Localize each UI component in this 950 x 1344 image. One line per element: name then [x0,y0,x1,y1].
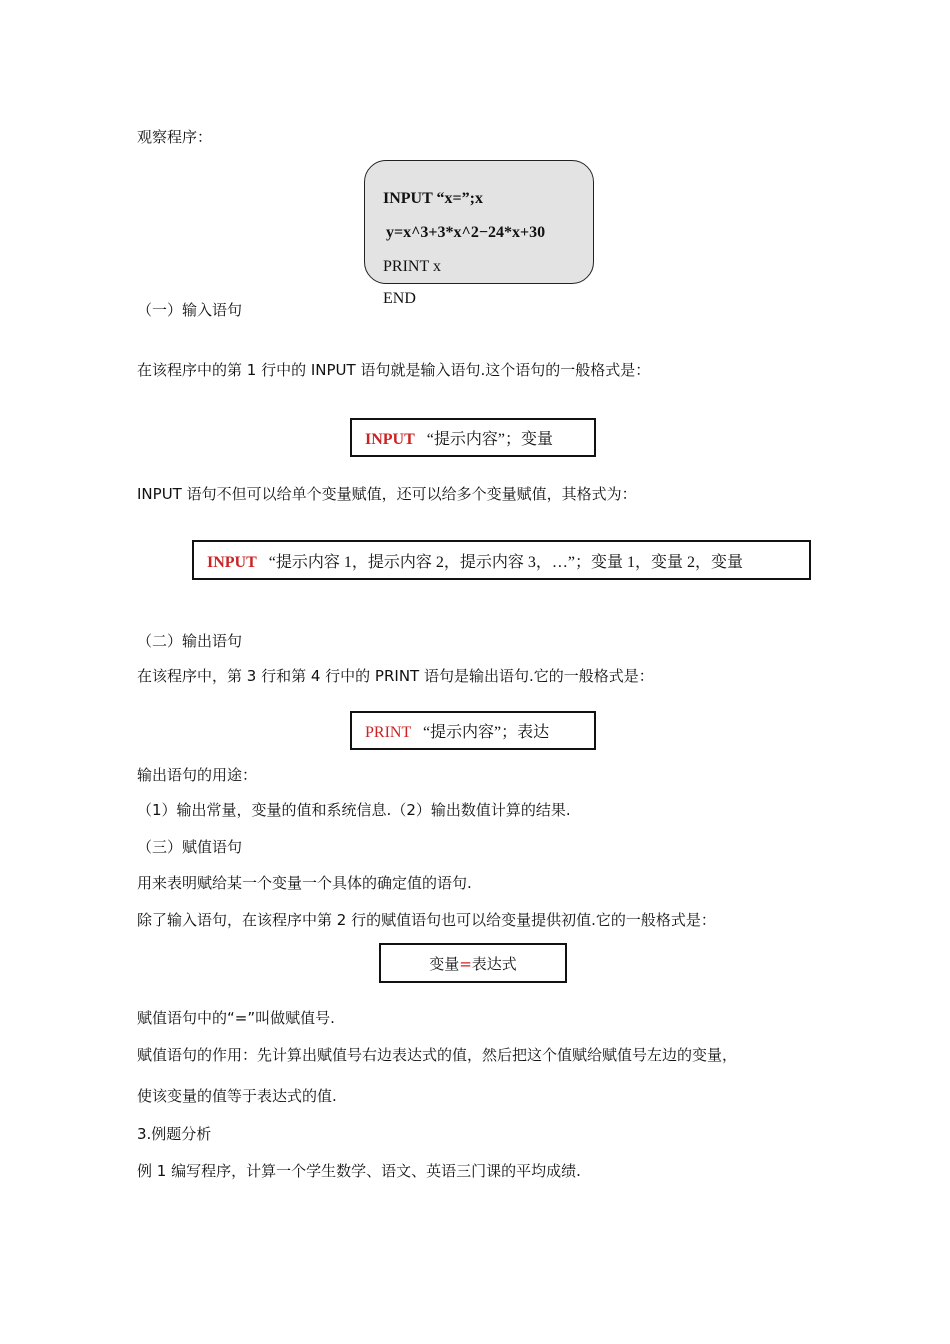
assign-definition: 用来表明赋给某一个变量一个具体的确定值的语句. [137,874,472,892]
assign-format-box [379,943,567,983]
example-1-text: 例 1 编写程序，计算一个学生数学、语文、英语三门课的平均成绩. [137,1162,581,1180]
program-line-2: y=x^3+3*x^2−24*x+30 [386,224,546,241]
input-multi-format-text: “提示内容 1，提示内容 2，提示内容 3，…”；变量 1，变量 2，变量 [268,553,743,571]
assign-sign-note: 赋值语句中的“=”叫做赋值号. [137,1009,335,1027]
program-line-4: END [383,290,416,307]
section-output-title: （二）输出语句 [137,632,243,650]
section-input-title: （一）输入语句 [137,301,243,319]
input-multi-format-box [192,540,811,580]
input-format-box [350,418,596,457]
example-section-title: 3.例题分析 [137,1125,212,1143]
print-format-text: “提示内容”；表达 [422,724,550,741]
input-format-text: “提示内容”；变量 [426,431,553,448]
section-output-intro: 在该程序中，第 3 行和第 4 行中的 PRINT 语句是输出语句.它的一般格式是： [137,667,654,685]
input-multi-keyword: INPUT [207,553,257,571]
section-assign-title: （三）赋值语句 [137,838,243,856]
program-line-3: PRINT x [383,258,441,275]
assign-equals: = [459,954,472,973]
assign-effect-line-1: 赋值语句的作用：先计算出赋值号右边表达式的值，然后把这个值赋给赋值号左边的变量， [137,1046,738,1064]
print-format-box [350,711,596,750]
assign-intro: 除了输入语句，在该程序中第 2 行的赋值语句也可以给变量提供初值.它的一般格式是： [137,911,716,929]
print-keyword: PRINT [365,724,411,741]
input-keyword: INPUT [365,431,415,448]
program-line-1: INPUT “x=”;x [383,190,483,207]
output-usage-title: 输出语句的用途： [137,766,258,784]
input-multi-intro: INPUT 语句不但可以给单个变量赋值，还可以给多个变量赋值，其格式为： [137,485,637,503]
output-usage-items: （1）输出常量，变量的值和系统信息.（2）输出数值计算的结果. [137,801,571,819]
assign-variable: 变量 [429,954,460,973]
section-input-intro: 在该程序中的第 1 行中的 INPUT 语句就是输入语句.这个语句的一般格式是： [137,361,651,379]
observe-heading: 观察程序： [137,128,213,146]
assign-effect-line-2: 使该变量的值等于表达式的值. [137,1087,337,1105]
assign-expression: 表达式 [471,954,517,973]
